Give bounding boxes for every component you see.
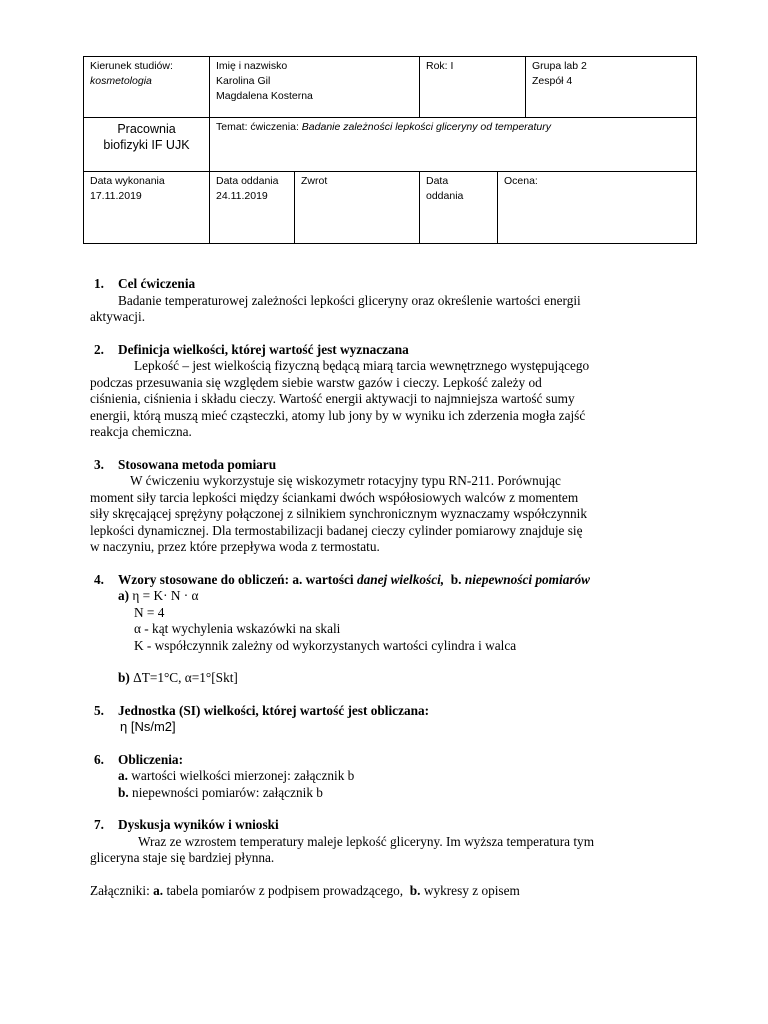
section-2-line-4: energii, którą muszą mieć cząsteczki, atomy lub jony by w wyniku ich zderzenia mogła zajść [90, 407, 586, 423]
section-1-line-2: aktywacji. [90, 309, 146, 324]
section-2-heading: 2. Definicja wielkości, której wartość jest wyznaczana [94, 341, 409, 357]
section-6 [90, 752, 680, 802]
header-table [83, 56, 697, 244]
section-4 [90, 572, 680, 687]
alpha-description: α - kąt wychylenia wskazówki na skali [134, 621, 341, 636]
rok-value: Rok: I [426, 60, 454, 72]
section-3-line-3: siły skręcającej sprężyny połączonej z silnikiem synchronicznym wyznaczamy współczynnik [90, 506, 587, 521]
calc-b: b. niepewności pomiarów: załącznik b [118, 784, 323, 800]
data-oddania-2-line-1: Data [426, 175, 449, 188]
section-3-line-2: moment siły tarcia lepkości między ściankami dwóch współosiowych walców z momentem [90, 489, 579, 505]
calc-a: a. wartości wielkości mierzonej: załącznik b [118, 768, 355, 783]
section-1 [90, 276, 680, 326]
section-1-heading: 1. Cel ćwiczenia [94, 276, 196, 291]
ocena-label: Ocena: [504, 175, 538, 188]
student-name-1: Karolina Gil [216, 75, 271, 87]
data-wykonania-value: 17.11.2019 [90, 190, 142, 203]
section-5-heading: 5. Jednostka (SI) wielkości, której wartość jest obliczana: [94, 702, 430, 718]
ocena-cell [498, 172, 697, 244]
section-3-heading: 3. Stosowana metoda pomiaru [94, 456, 277, 472]
report-body [90, 276, 680, 899]
data-oddania-2-cell [420, 172, 498, 244]
grupa-value: Grupa lab 2 [532, 60, 587, 72]
attachments: Załączniki: a. tabela pomiarów z podpisem prowadzącego, b. wykresy z opisem [90, 882, 520, 898]
k-description: K - współczynnik zależny od wykorzystanych wartości cylindra i walca [134, 637, 517, 653]
section-2-line-1: Lepkość – jest wielkością fizyczną będącą miarą tarcia wewnętrznego występującego [134, 358, 590, 373]
section-2 [90, 342, 680, 441]
data-oddania-2-line-2: oddania [426, 190, 464, 203]
data-oddania-label: Data oddania [216, 175, 279, 188]
section-2-line-5: reakcja chemiczna. [90, 424, 192, 439]
temat-cell [210, 118, 697, 172]
section-3-line-5: w naczyniu, przez które przepływa woda z termostatu. [90, 539, 380, 554]
grupa-cell [526, 57, 697, 118]
kierunek-cell [84, 57, 210, 118]
section-2-line-3: ciśnienia, ciśnienia i składu cieczy. Wartość energii aktywacji to najmniejsza wartość sumy [90, 391, 575, 406]
student-name-2: Magdalena Kosterna [216, 90, 313, 102]
data-oddania-value: 24.11.2019 [216, 190, 268, 203]
si-unit: η [Ns/m2] [120, 719, 176, 734]
section-7 [90, 817, 680, 867]
section-7-heading: 7. Dyskusja wyników i wnioski [94, 817, 279, 832]
kierunek-value: kosmetologia [90, 75, 152, 87]
names-cell [210, 57, 420, 118]
temat-label: Temat: ćwiczenia: [216, 121, 299, 134]
zespol-value: Zespół 4 [532, 75, 573, 87]
data-oddania-cell [210, 172, 295, 244]
section-4-heading: 4. Wzory stosowane do obliczeń: a. wartości danej wielkości, b. niepewności pomiarów [94, 571, 591, 587]
rok-cell [420, 57, 526, 118]
pracownia-line-2: biofizyki IF UJK [103, 138, 190, 153]
section-1-line-1: Badanie temperaturowej zależności lepkości gliceryny oraz określenie wartości energii [118, 292, 581, 308]
n-value: N = 4 [134, 604, 165, 620]
section-7-line-2: gliceryna staje się bardziej płynna. [90, 850, 275, 865]
section-3 [90, 457, 680, 556]
pracownia-line-1: Pracownia [117, 122, 176, 137]
section-3-line-1: W ćwiczeniu wykorzystuje się wiskozymetr rotacyjny typu RN-211. Porównując [130, 473, 561, 488]
section-5 [90, 703, 680, 736]
temat-value: Badanie zależności lepkości gliceryny od temperatury [301, 121, 552, 134]
section-6-heading: 6. Obliczenia: [94, 751, 183, 767]
data-wykonania-cell [84, 172, 210, 244]
imie-label: Imię i nazwisko [216, 60, 288, 72]
zwrot-cell [295, 172, 420, 244]
data-wykonania-label: Data wykonania [90, 175, 165, 188]
section-7-line-1: Wraz ze wzrostem temperatury maleje lepkość gliceryny. Im wyższa temperatura tym [138, 833, 595, 849]
section-2-line-2: podczas przesuwania się względem siebie warstw gazów i cieczy. Lepkość zależy od [90, 374, 542, 390]
kierunek-label: Kierunek studiów: [90, 60, 173, 72]
pracownia-cell [84, 118, 210, 172]
section-3-line-4: lepkości dynamicznej. Dla termostabilizacji badanej cieczy cylinder pomiarowy znajduje się [90, 522, 583, 538]
formula-a: a) η = K· N · α [118, 588, 199, 603]
formula-b: b) ΔT=1°C, α=1°[Skt] [118, 670, 238, 685]
zwrot-label: Zwrot [301, 175, 328, 188]
